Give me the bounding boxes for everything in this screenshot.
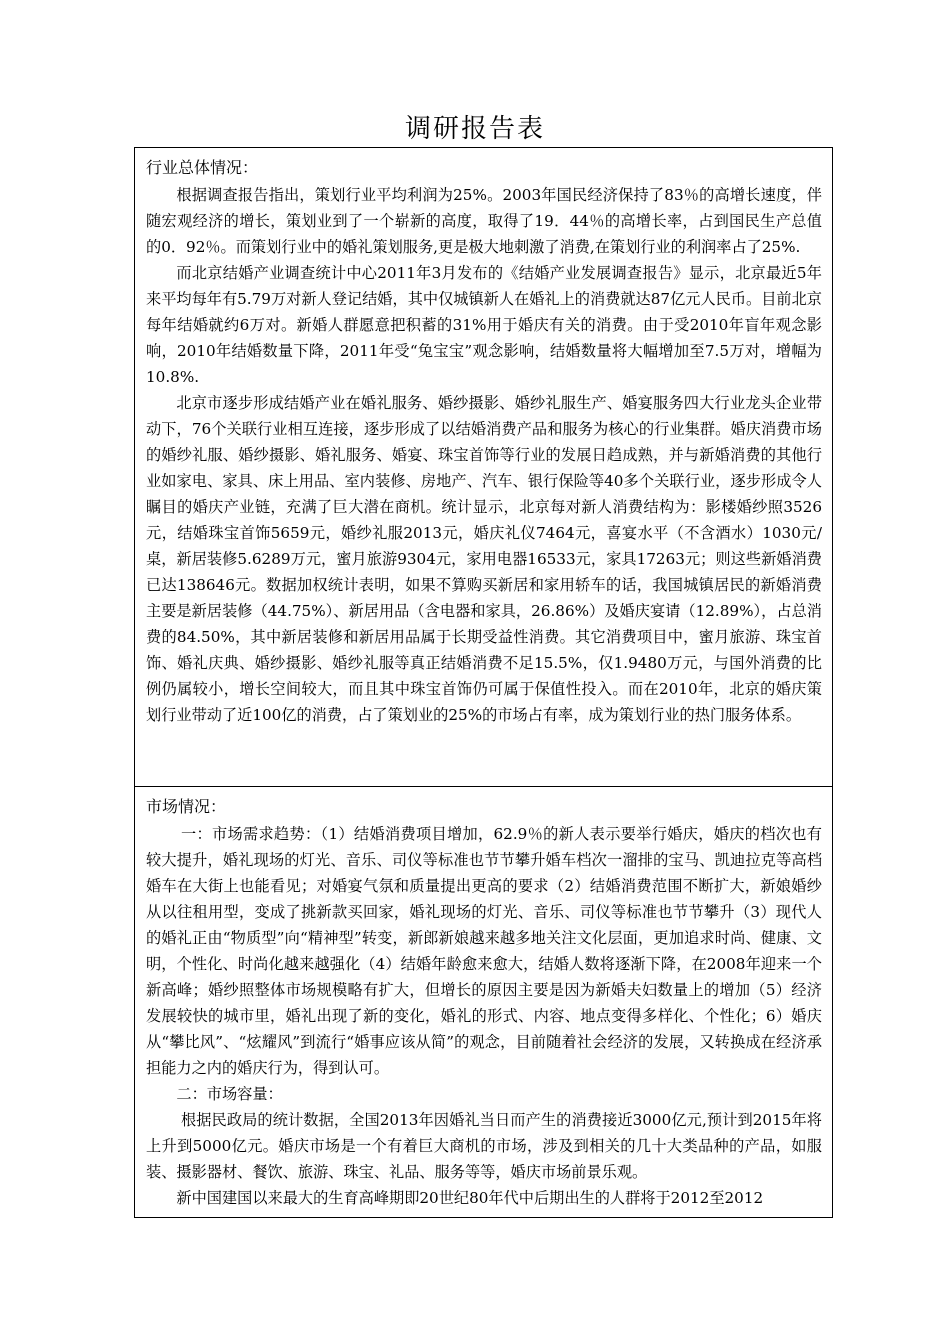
overview-paragraph: 北京市逐步形成结婚产业在婚礼服务、婚纱摄影、婚纱礼服生产、婚宴服务四大行业龙头企业带动下，76个关联行业相互连接，逐步形成了以结婚消费产品和服务为核心的行业集群。婚庆消费市场的婚纱礼服、婚纱摄影、婚礼服务、婚宴、珠宝首饰等行业的发展日趋成熟，并与新婚消费的其他行业如家电、家具、床上用品、室内装修、房地产、汽车、银行保险等40多个关联行业，逐步形成令人瞩目的婚庆产业链，充满了巨大潜在商机。统计显示，北京每对新人消费结构为：影楼婚纱照3526元，结婚珠宝首饰5659元，婚纱礼服2013元，婚庆礼仪7464元，喜宴水平（不含酒水）1030元/桌，新居装修5.6289万元，蜜月旅游9304元，家用电器16533元，家具17263元；则这些新婚消费已达138646元。数据加权统计表明，如果不算购买新居和家用轿车的话，我国城镇居民的新婚消费主要是新居装修（44.75%）、新居用品（含电器和家具，26.86%）及婚庆宴请（12.89%），占总消费的84.50%，其中新居装修和新居用品属于长期受益性消费。其它消费项目中，蜜月旅游、珠宝首饰、婚礼庆典、婚纱摄影、婚纱礼服等真正结婚消费不足15.5%，仅1.9480万元，与国外消费的比例仍属较小，增长空间较大，而且其中珠宝首饰仍可属于保值性投入。而在2010年，北京的婚庆策划行业带动了近100亿的消费，占了策划业的25%的市场占有率，成为策划行业的热门服务体系。 [146,394,822,724]
page-title: 调研报告表 [404,114,545,144]
market-capacity-heading: 二：市场容量： [176,1085,283,1103]
market-situation-cell [135,787,832,1217]
industry-overview-heading: 行业总体情况： [146,158,259,177]
industry-overview-cell [135,148,832,787]
birth-peak-paragraph: 新中国建国以来最大的生育高峰期即20世纪80年代中后期出生的人群将于2012至2012 [176,1189,764,1207]
overview-paragraph: 根据调查报告指出，策划行业平均利润为25%。2003年国民经济保持了83％的高增长速度，伴随宏观经济的增长，策划业到了一个崭新的高度，取得了19．44％的高增长率，占到国民生产总值的0．92％。而策划行业中的婚礼策划服务,更是极大地刺激了消费,在策划行业的利润率占了25%. [146,186,822,256]
report-table [134,147,833,1218]
market-capacity-paragraph: 根据民政局的统计数据，全国2013年因婚礼当日而产生的消费接近3000亿元,预计到2015年将上升到5000亿元。婚庆市场是一个有着巨大商机的市场，涉及到相关的几十大类品种的产品，如服装、摄影器材、餐饮、旅游、珠宝、礼品、服务等等，婚庆市场前景乐观。 [146,1111,822,1181]
market-situation-heading: 市场情况： [146,797,227,816]
overview-paragraph: 而北京结婚产业调查统计中心2011年3月发布的《结婚产业发展调查报告》显示，北京最近5年来平均每年有5.79万对新人登记结婚，其中仅城镇新人在婚礼上的消费就达87亿元人民币。目前北京每年结婚就约6万对。新婚人群愿意把积蓄的31%用于婚庆有关的消费。由于受2010年盲年观念影响，2010年结婚数量下降，2011年受“兔宝宝”观念影响，结婚数量将大幅增加至7.5万对，增幅为10.8%. [146,264,822,386]
demand-trend-paragraph: 一：市场需求趋势：（1）结婚消费项目增加，62.9％的新人表示要举行婚庆，婚庆的档次也有较大提升，婚礼现场的灯光、音乐、司仪等标准也节节攀升婚车档次一溜排的宝马、凯迪拉克等高档婚车在大街上也能看见；对婚宴气氛和质量提出更高的要求（2）结婚消费范围不断扩大，新娘婚纱从以往租用型，变成了挑新款买回家，婚礼现场的灯光、音乐、司仪等标准也节节攀升（3）现代人的婚礼正由“物质型”向“精神型”转变，新郎新娘越来越多地关注文化层面，更加追求时尚、健康、文明，个性化、时尚化越来越强化（4）结婚年龄愈来愈大，结婚人数将逐渐下降，在2008年迎来一个新高峰；婚纱照整体市场规模略有扩大，但增长的原因主要是因为新婚夫妇数量上的增加（5）经济发展较快的城市里，婚礼出现了新的变化，婚礼的形式、内容、地点变得多样化、个性化；6）婚庆从“攀比风”、“炫耀风”到流行“婚事应该从简”的观念，目前随着社会经济的发展，又转换成在经济承担能力之内的婚庆行为，得到认可。 [146,825,822,1077]
